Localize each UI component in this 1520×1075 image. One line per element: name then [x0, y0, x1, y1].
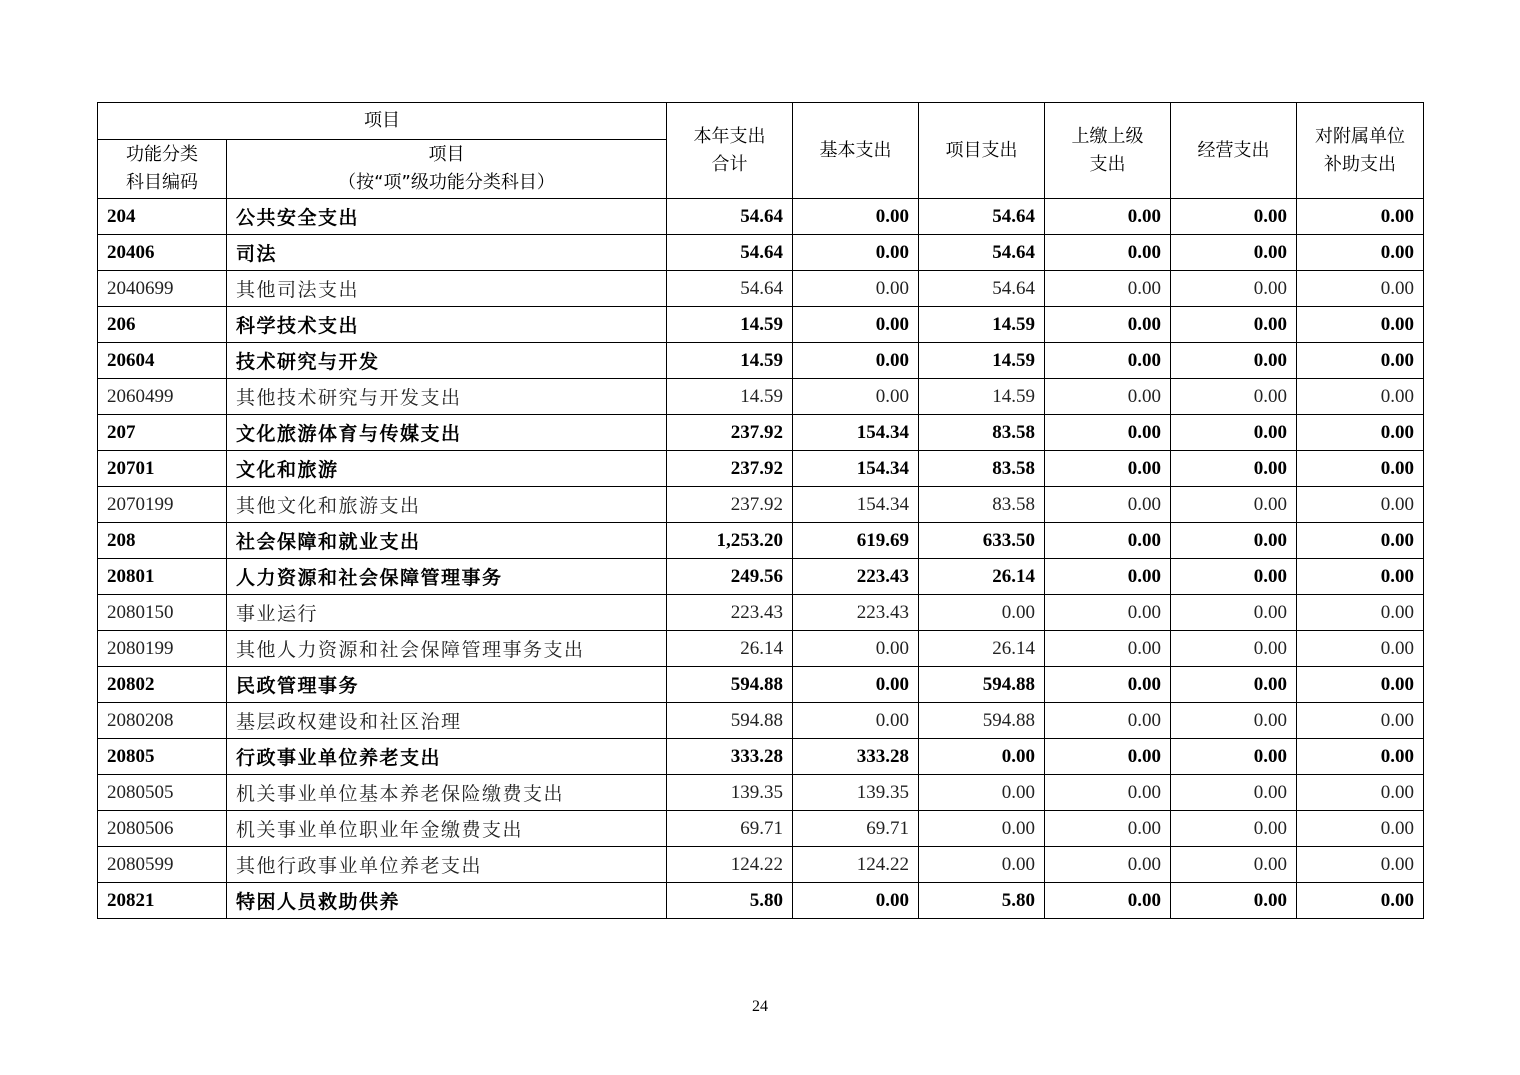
row-item-name: 特困人员救助供养	[227, 883, 667, 919]
cell-operating: 0.00	[1171, 415, 1297, 451]
cell-operating: 0.00	[1171, 811, 1297, 847]
cell-total: 333.28	[667, 739, 793, 775]
cell-subsidy: 0.00	[1297, 415, 1424, 451]
cell-operating: 0.00	[1171, 343, 1297, 379]
cell-subsidy: 0.00	[1297, 667, 1424, 703]
cell-total: 26.14	[667, 631, 793, 667]
row-code: 20406	[98, 235, 227, 271]
cell-project: 594.88	[919, 667, 1045, 703]
row-code: 208	[98, 523, 227, 559]
row-code: 2080506	[98, 811, 227, 847]
row-code: 20802	[98, 667, 227, 703]
header-basic-expenditure: 基本支出	[793, 103, 919, 199]
row-code: 20805	[98, 739, 227, 775]
cell-remit: 0.00	[1045, 847, 1171, 883]
table-row	[98, 271, 1424, 307]
cell-operating: 0.00	[1171, 379, 1297, 415]
cell-basic: 69.71	[793, 811, 919, 847]
cell-project: 54.64	[919, 235, 1045, 271]
cell-total: 54.64	[667, 235, 793, 271]
row-item-name: 行政事业单位养老支出	[227, 739, 667, 775]
cell-remit: 0.00	[1045, 199, 1171, 235]
header-operating-expenditure: 经营支出	[1171, 103, 1297, 199]
row-code: 206	[98, 307, 227, 343]
cell-operating: 0.00	[1171, 451, 1297, 487]
cell-basic: 0.00	[793, 631, 919, 667]
cell-basic: 619.69	[793, 523, 919, 559]
row-item-name: 事业运行	[227, 595, 667, 631]
row-item-name: 其他文化和旅游支出	[227, 487, 667, 523]
cell-total: 223.43	[667, 595, 793, 631]
table-row	[98, 415, 1424, 451]
cell-project: 14.59	[919, 343, 1045, 379]
cell-subsidy: 0.00	[1297, 559, 1424, 595]
cell-project: 5.80	[919, 883, 1045, 919]
cell-basic: 333.28	[793, 739, 919, 775]
table-row	[98, 559, 1424, 595]
cell-project: 0.00	[919, 595, 1045, 631]
table-body	[98, 199, 1424, 919]
cell-basic: 154.34	[793, 415, 919, 451]
cell-total: 14.59	[667, 343, 793, 379]
cell-project: 54.64	[919, 199, 1045, 235]
cell-total: 54.64	[667, 199, 793, 235]
cell-subsidy: 0.00	[1297, 451, 1424, 487]
row-item-name: 文化和旅游	[227, 451, 667, 487]
cell-remit: 0.00	[1045, 811, 1171, 847]
cell-basic: 154.34	[793, 487, 919, 523]
cell-operating: 0.00	[1171, 235, 1297, 271]
row-item-name: 机关事业单位基本养老保险缴费支出	[227, 775, 667, 811]
cell-remit: 0.00	[1045, 739, 1171, 775]
row-code: 2080505	[98, 775, 227, 811]
row-item-name: 机关事业单位职业年金缴费支出	[227, 811, 667, 847]
cell-remit: 0.00	[1045, 343, 1171, 379]
cell-basic: 154.34	[793, 451, 919, 487]
row-item-name: 司法	[227, 235, 667, 271]
cell-basic: 223.43	[793, 595, 919, 631]
cell-total: 139.35	[667, 775, 793, 811]
row-item-name: 其他行政事业单位养老支出	[227, 847, 667, 883]
cell-project: 26.14	[919, 631, 1045, 667]
table-row	[98, 739, 1424, 775]
row-code: 20604	[98, 343, 227, 379]
table-row	[98, 631, 1424, 667]
cell-operating: 0.00	[1171, 703, 1297, 739]
cell-total: 594.88	[667, 667, 793, 703]
cell-operating: 0.00	[1171, 667, 1297, 703]
cell-total: 237.92	[667, 451, 793, 487]
row-item-name: 文化旅游体育与传媒支出	[227, 415, 667, 451]
cell-operating: 0.00	[1171, 595, 1297, 631]
cell-project: 83.58	[919, 415, 1045, 451]
cell-operating: 0.00	[1171, 739, 1297, 775]
row-item-name: 社会保障和就业支出	[227, 523, 667, 559]
row-item-name: 其他司法支出	[227, 271, 667, 307]
cell-project: 83.58	[919, 451, 1045, 487]
row-code: 2080199	[98, 631, 227, 667]
cell-operating: 0.00	[1171, 523, 1297, 559]
cell-remit: 0.00	[1045, 415, 1171, 451]
cell-subsidy: 0.00	[1297, 847, 1424, 883]
cell-subsidy: 0.00	[1297, 739, 1424, 775]
cell-basic: 139.35	[793, 775, 919, 811]
table-row	[98, 343, 1424, 379]
cell-project: 0.00	[919, 775, 1045, 811]
table-row	[98, 523, 1424, 559]
cell-remit: 0.00	[1045, 775, 1171, 811]
cell-operating: 0.00	[1171, 307, 1297, 343]
page-number: 24	[752, 998, 768, 1015]
cell-remit: 0.00	[1045, 235, 1171, 271]
row-code: 204	[98, 199, 227, 235]
cell-subsidy: 0.00	[1297, 811, 1424, 847]
header-total-expenditure: 本年支出 合计	[667, 103, 793, 199]
table-row	[98, 199, 1424, 235]
cell-basic: 124.22	[793, 847, 919, 883]
cell-project: 633.50	[919, 523, 1045, 559]
row-code: 207	[98, 415, 227, 451]
cell-basic: 0.00	[793, 343, 919, 379]
cell-project: 0.00	[919, 811, 1045, 847]
cell-total: 1,253.20	[667, 523, 793, 559]
row-code: 2060499	[98, 379, 227, 415]
row-code: 2080150	[98, 595, 227, 631]
cell-total: 14.59	[667, 379, 793, 415]
cell-total: 5.80	[667, 883, 793, 919]
cell-basic: 0.00	[793, 199, 919, 235]
cell-remit: 0.00	[1045, 487, 1171, 523]
cell-operating: 0.00	[1171, 199, 1297, 235]
cell-remit: 0.00	[1045, 451, 1171, 487]
cell-remit: 0.00	[1045, 703, 1171, 739]
cell-basic: 223.43	[793, 559, 919, 595]
row-item-name: 人力资源和社会保障管理事务	[227, 559, 667, 595]
row-code: 20801	[98, 559, 227, 595]
cell-subsidy: 0.00	[1297, 235, 1424, 271]
cell-subsidy: 0.00	[1297, 631, 1424, 667]
table-row	[98, 811, 1424, 847]
row-code: 2070199	[98, 487, 227, 523]
table-row	[98, 379, 1424, 415]
row-item-name: 其他人力资源和社会保障管理事务支出	[227, 631, 667, 667]
row-item-name: 公共安全支出	[227, 199, 667, 235]
row-code: 20821	[98, 883, 227, 919]
cell-operating: 0.00	[1171, 775, 1297, 811]
cell-subsidy: 0.00	[1297, 703, 1424, 739]
row-code: 2040699	[98, 271, 227, 307]
cell-subsidy: 0.00	[1297, 775, 1424, 811]
cell-total: 249.56	[667, 559, 793, 595]
cell-operating: 0.00	[1171, 883, 1297, 919]
cell-basic: 0.00	[793, 667, 919, 703]
cell-subsidy: 0.00	[1297, 595, 1424, 631]
row-item-name: 民政管理事务	[227, 667, 667, 703]
row-item-name: 其他技术研究与开发支出	[227, 379, 667, 415]
table-row	[98, 487, 1424, 523]
cell-subsidy: 0.00	[1297, 487, 1424, 523]
cell-basic: 0.00	[793, 703, 919, 739]
cell-project: 14.59	[919, 379, 1045, 415]
table-row	[98, 307, 1424, 343]
cell-remit: 0.00	[1045, 379, 1171, 415]
cell-subsidy: 0.00	[1297, 199, 1424, 235]
cell-total: 594.88	[667, 703, 793, 739]
cell-remit: 0.00	[1045, 559, 1171, 595]
table-row	[98, 667, 1424, 703]
cell-total: 69.71	[667, 811, 793, 847]
cell-project: 26.14	[919, 559, 1045, 595]
header-project-expenditure: 项目支出	[919, 103, 1045, 199]
cell-operating: 0.00	[1171, 847, 1297, 883]
cell-project: 83.58	[919, 487, 1045, 523]
cell-subsidy: 0.00	[1297, 379, 1424, 415]
cell-project: 0.00	[919, 847, 1045, 883]
cell-project: 54.64	[919, 271, 1045, 307]
cell-subsidy: 0.00	[1297, 343, 1424, 379]
row-code: 2080208	[98, 703, 227, 739]
table-row	[98, 451, 1424, 487]
cell-project: 0.00	[919, 739, 1045, 775]
row-item-name: 技术研究与开发	[227, 343, 667, 379]
cell-basic: 0.00	[793, 379, 919, 415]
cell-total: 14.59	[667, 307, 793, 343]
cell-remit: 0.00	[1045, 631, 1171, 667]
cell-total: 54.64	[667, 271, 793, 307]
header-remit-to-superior: 上缴上级 支出	[1045, 103, 1171, 199]
cell-basic: 0.00	[793, 235, 919, 271]
cell-remit: 0.00	[1045, 271, 1171, 307]
row-item-name: 科学技术支出	[227, 307, 667, 343]
header-function-code: 功能分类 科目编码	[98, 140, 227, 199]
cell-subsidy: 0.00	[1297, 883, 1424, 919]
cell-operating: 0.00	[1171, 559, 1297, 595]
cell-project: 14.59	[919, 307, 1045, 343]
table-header	[98, 103, 1424, 199]
cell-subsidy: 0.00	[1297, 523, 1424, 559]
cell-remit: 0.00	[1045, 307, 1171, 343]
table-row	[98, 703, 1424, 739]
cell-basic: 0.00	[793, 271, 919, 307]
cell-remit: 0.00	[1045, 595, 1171, 631]
cell-operating: 0.00	[1171, 487, 1297, 523]
cell-remit: 0.00	[1045, 523, 1171, 559]
cell-total: 124.22	[667, 847, 793, 883]
expenditure-table	[97, 102, 1424, 919]
table-row	[98, 235, 1424, 271]
header-item-name: 项目 （按“项”级功能分类科目）	[227, 140, 667, 199]
cell-operating: 0.00	[1171, 271, 1297, 307]
cell-operating: 0.00	[1171, 631, 1297, 667]
row-item-name: 基层政权建设和社区治理	[227, 703, 667, 739]
table-row	[98, 595, 1424, 631]
cell-remit: 0.00	[1045, 667, 1171, 703]
cell-total: 237.92	[667, 487, 793, 523]
row-code: 20701	[98, 451, 227, 487]
cell-remit: 0.00	[1045, 883, 1171, 919]
row-code: 2080599	[98, 847, 227, 883]
header-project-group: 项目	[98, 103, 667, 140]
cell-total: 237.92	[667, 415, 793, 451]
cell-basic: 0.00	[793, 307, 919, 343]
cell-project: 594.88	[919, 703, 1045, 739]
table-row	[98, 775, 1424, 811]
header-subsidy-to-subordinate: 对附属单位 补助支出	[1297, 103, 1424, 199]
table-row	[98, 847, 1424, 883]
table-row	[98, 883, 1424, 919]
cell-subsidy: 0.00	[1297, 271, 1424, 307]
cell-basic: 0.00	[793, 883, 919, 919]
cell-subsidy: 0.00	[1297, 307, 1424, 343]
